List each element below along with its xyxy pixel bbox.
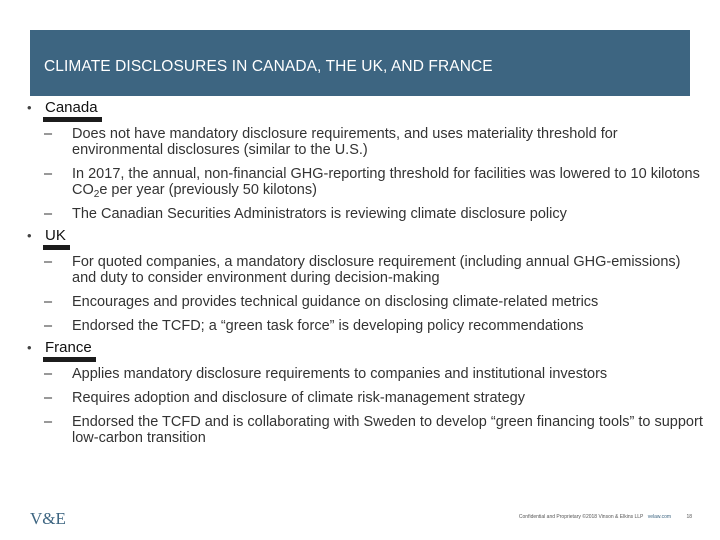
heading-uk: UK [45,227,66,244]
france-item-2: Requires adoption and disclosure of climate risk-management strategy [72,390,525,406]
sub-bullet [24,126,704,158]
bullet-icon: • [27,228,32,243]
dash-icon: – [44,318,53,334]
heading-underline [43,117,102,122]
title-bar [30,30,690,96]
website-link[interactable]: velaw.com [647,514,672,520]
firm-logo: V&E [30,509,66,528]
sub-bullet [24,390,704,406]
heading-underline [43,245,70,250]
sub-bullet [24,206,704,222]
co2-subscript: 2 [93,189,100,200]
canada-item-3: The Canadian Securities Administrators is reviewing climate disclosure policy [72,206,567,222]
bullet-france [24,339,704,357]
footer [519,514,692,520]
dash-icon: – [44,294,53,310]
bullet-icon: • [27,340,32,355]
sub-bullet [24,318,704,334]
slide-title: CLIMATE DISCLOSURES IN CANADA, THE UK, AND FRANCE [44,58,493,75]
bullet-canada [24,99,704,117]
page-number: 18 [686,514,692,520]
uk-item-2: Encourages and provides technical guidance on disclosing climate-related metrics [72,294,599,310]
canada-item-2-after: e per year (previously 50 kilotons) [99,182,317,198]
heading-canada: Canada [45,99,98,116]
canada-item-1: Does not have mandatory disclosure requirements, and uses materiality threshold for environmental disclosures (similar to the U.S.) [72,126,618,158]
dash-icon: – [44,254,53,270]
uk-item-1: For quoted companies, a mandatory disclosure requirement (including annual GHG-emissions) and duty to consider environment during decision-making [72,254,681,286]
france-item-1: Applies mandatory disclosure requirements to companies and institutional investors [72,366,608,382]
dash-icon: – [44,206,53,222]
dash-icon: – [44,366,53,382]
sub-bullet [24,166,704,198]
confidential-notice: Confidential and Proprietary ©2018 Vinson & Elkins LLP [518,514,644,520]
sub-bullet [24,254,704,286]
heading-underline [43,357,96,362]
sub-bullet [24,414,704,446]
dash-icon: – [44,414,53,430]
dash-icon: – [44,126,53,142]
bullet-icon: • [27,100,32,115]
sub-bullet [24,366,704,382]
sub-bullet [24,294,704,310]
dash-icon: – [44,390,53,406]
canada-item-2 [72,166,700,198]
bullet-uk [24,227,704,245]
slide-content [24,98,704,446]
canada-item-2-before: In 2017, the annual, non-financial GHG-reporting threshold for facilities was lowered to 10 kilotons CO [72,166,700,198]
dash-icon: – [44,166,53,182]
heading-france: France [45,339,92,356]
france-item-3: Endorsed the TCFD and is collaborating with Sweden to develop “green financing tools” to support low-carbon transition [72,414,703,446]
uk-item-3: Endorsed the TCFD; a “green task force” is developing policy recommendations [72,318,584,334]
